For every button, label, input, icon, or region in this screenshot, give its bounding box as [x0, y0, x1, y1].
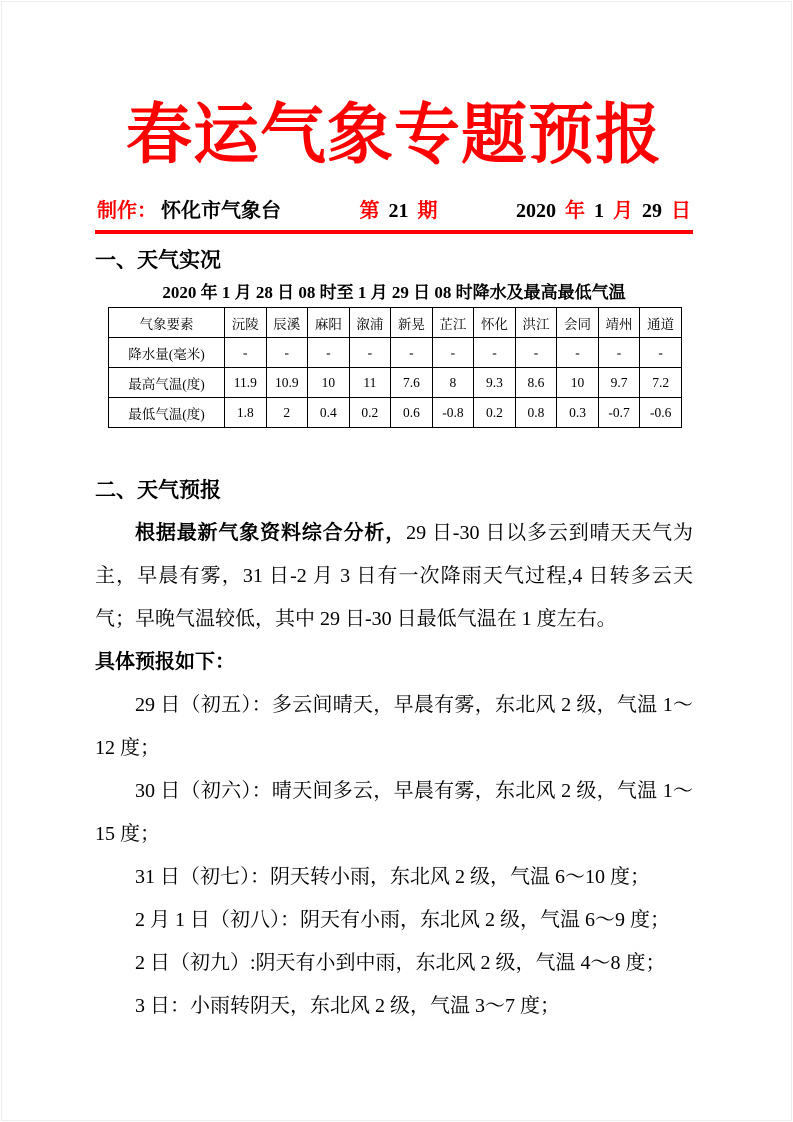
date-month: 1: [594, 200, 604, 223]
producer-line: [95, 196, 283, 226]
masthead-meta-row: [95, 196, 693, 226]
table-header-cell: 溆浦: [349, 308, 391, 338]
date-day-unit: 日: [671, 200, 691, 223]
table-cell: 8.6: [515, 368, 557, 398]
table-cell: -: [266, 338, 308, 368]
detail-forecast-heading: 具体预报如下：: [95, 651, 235, 674]
table-row-label: 最低气温(度): [109, 398, 225, 428]
table-cell: 9.3: [474, 368, 516, 398]
date-day: 29: [642, 200, 662, 223]
table-cell: -: [598, 338, 640, 368]
table-cell: 1.8: [225, 398, 267, 428]
summary-bold-lead: 根据最新气象资料综合分析，: [135, 522, 407, 545]
forecast-summary-paragraph: [95, 512, 693, 641]
summary-text: 29 日-30 日以多云到晴天天气为主，早晨有雾，31 日-2 月 3 日有一次降雨天气过程,4 日转多云天气；早晚气温较低，其中 29 日-30 日最低气温在 1 度左右。: [95, 522, 693, 631]
issue-suffix: 期: [417, 200, 438, 223]
table-cell: -: [308, 338, 350, 368]
producer-value: 怀化市气象台: [161, 200, 281, 223]
table-cell: 0.6: [391, 398, 433, 428]
forecast-item-feb2: 2 日（初九）:阴天有小到中雨，东北风 2 级，气温 4～8 度；: [135, 952, 666, 975]
section-1-heading: 一、天气实况: [95, 249, 221, 273]
table-cell: -: [474, 338, 516, 368]
table-cell: 9.7: [598, 368, 640, 398]
table-cell: 0.4: [308, 398, 350, 428]
table-cell: -0.6: [640, 398, 682, 428]
forecast-item-feb3: 3 日：小雨转阴天，东北风 2 级，气温 3～7 度；: [135, 995, 560, 1018]
date-line: [514, 196, 693, 226]
date-year-unit: 年: [565, 200, 585, 223]
forecast-item-day30: 30 日（初六）：晴天间多云，早晨有雾，东北风 2 级，气温 1～15 度；: [95, 780, 693, 846]
forecast-item-day31: 31 日（初七）：阴天转小雨，东北风 2 级，气温 6～10 度；: [135, 866, 650, 889]
forecast-item-day29: 29 日（初五）：多云间晴天，早晨有雾，东北风 2 级，气温 1～12 度；: [95, 694, 693, 760]
table-header-row: [109, 308, 682, 338]
table-cell: -0.8: [432, 398, 474, 428]
table-row-label: 最高气温(度): [109, 368, 225, 398]
table-cell: -0.7: [598, 398, 640, 428]
weather-observation-table: [108, 307, 682, 428]
table-cell: 7.6: [391, 368, 433, 398]
forecast-item-feb1: 2 月 1 日（初八）：阴天有小雨，东北风 2 级，气温 6～9 度；: [135, 909, 670, 932]
table-cell: 10: [308, 368, 350, 398]
table-row: [109, 338, 682, 368]
table-cell: 11: [349, 368, 391, 398]
page-title: 春运气象专题预报: [126, 99, 662, 172]
table-header-cell: 新晃: [391, 308, 433, 338]
table-cell: -: [557, 338, 599, 368]
table-cell: 0.2: [474, 398, 516, 428]
issue-number: 21: [388, 200, 409, 223]
table-row: [109, 398, 682, 428]
table-header-cell: 辰溪: [266, 308, 308, 338]
table-cell: -: [391, 338, 433, 368]
table-header-cell: 气象要素: [109, 308, 225, 338]
section-2-heading: 二、天气预报: [95, 479, 221, 503]
table-cell: 0.2: [349, 398, 391, 428]
weather-table-title: 2020 年 1 月 28 日 08 时至 1 月 29 日 08 时降水及最高最低气温: [162, 283, 626, 303]
producer-label: 制作：: [97, 200, 157, 223]
table-row-label: 降水量(毫米): [109, 338, 225, 368]
table-cell: -: [640, 338, 682, 368]
date-year: 2020: [516, 200, 556, 223]
table-cell: 7.2: [640, 368, 682, 398]
table-cell: -: [515, 338, 557, 368]
table-header-cell: 会同: [557, 308, 599, 338]
table-cell: 11.9: [225, 368, 267, 398]
table-header-cell: 麻阳: [308, 308, 350, 338]
table-cell: -: [432, 338, 474, 368]
table-header-cell: 芷江: [432, 308, 474, 338]
table-cell: 0.3: [557, 398, 599, 428]
table-header-cell: 靖州: [598, 308, 640, 338]
table-cell: -: [349, 338, 391, 368]
table-cell: 10.9: [266, 368, 308, 398]
table-header-cell: 沅陵: [225, 308, 267, 338]
table-header-cell: 通道: [640, 308, 682, 338]
table-cell: 2: [266, 398, 308, 428]
issue-line: [358, 196, 440, 226]
masthead-divider-rule: [95, 230, 693, 234]
table-header-cell: 洪江: [515, 308, 557, 338]
table-cell: 0.8: [515, 398, 557, 428]
issue-prefix: 第: [359, 200, 380, 223]
table-cell: -: [225, 338, 267, 368]
date-month-unit: 月: [613, 200, 633, 223]
document-page: [95, 0, 693, 1028]
table-cell: 8: [432, 368, 474, 398]
table-header-cell: 怀化: [474, 308, 516, 338]
table-cell: 10: [557, 368, 599, 398]
table-row: [109, 368, 682, 398]
